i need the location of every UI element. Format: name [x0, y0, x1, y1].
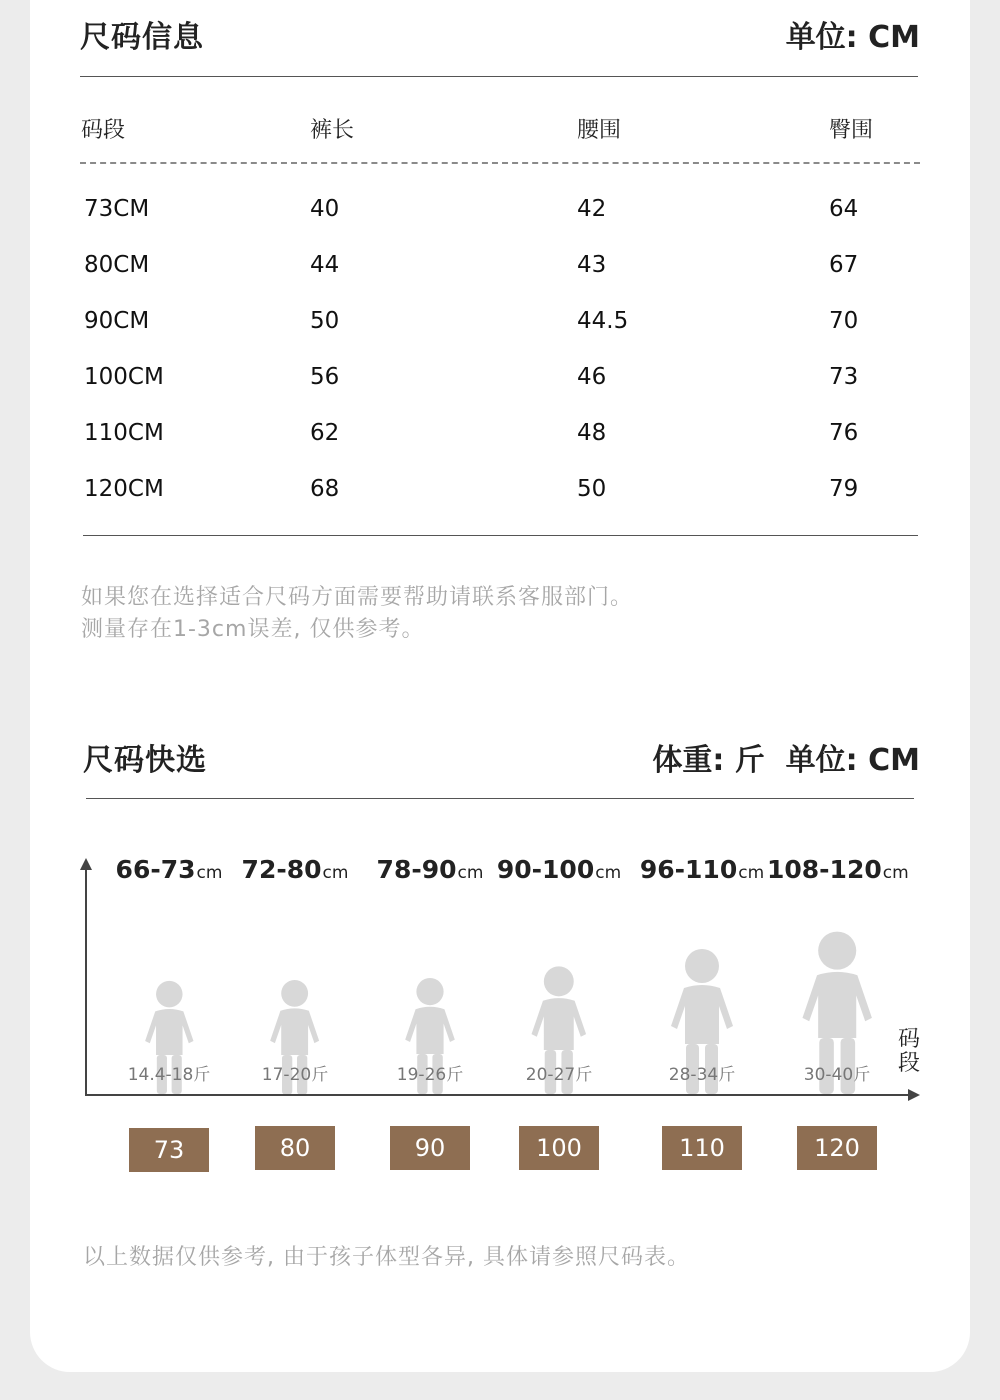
- height-range-label: [99, 855, 239, 884]
- size-option-80[interactable]: 80: [255, 1126, 335, 1170]
- cell-size: 110CM: [84, 420, 164, 446]
- cell-size: 90CM: [84, 308, 150, 334]
- weight-label: 14.4-18斤: [127, 1065, 211, 1085]
- height-range-label: [767, 855, 907, 884]
- size-option-120[interactable]: 120: [797, 1126, 877, 1170]
- quick-select-divider: [86, 798, 914, 799]
- height-range-value: 90-100: [496, 855, 595, 884]
- cell-waist: 44.5: [577, 308, 629, 334]
- col-header-hip: 臀围: [829, 118, 874, 143]
- height-range-value: 96-110: [639, 855, 738, 884]
- height-range-label: [360, 855, 500, 884]
- cell-hip: 70: [829, 308, 859, 334]
- col-header-waist: 腰围: [577, 118, 622, 143]
- height-range-label: [489, 855, 629, 884]
- x-axis-arrow: [908, 1089, 920, 1101]
- help-note: 如果您在选择适合尺码方面需要帮助请联系客服部门。: [81, 585, 634, 610]
- header-divider: [80, 76, 918, 77]
- table-bottom-divider: [83, 535, 918, 536]
- weight-label: 28-34斤: [668, 1065, 736, 1085]
- height-range-unit: cm: [595, 863, 622, 883]
- y-axis: [85, 868, 87, 1096]
- cell-waist: 43: [577, 252, 607, 278]
- cell-pants-length: 56: [310, 364, 340, 390]
- height-range-label: [225, 855, 365, 884]
- error-note: 测量存在1-3cm误差, 仅供参考。: [81, 617, 425, 642]
- col-header-pants-length: 裤长: [310, 118, 355, 143]
- height-range-unit: cm: [738, 863, 765, 883]
- cell-waist: 42: [577, 196, 607, 222]
- height-range-value: 72-80: [241, 855, 322, 884]
- weight-label: 19-26斤: [396, 1065, 464, 1085]
- cell-pants-length: 44: [310, 252, 340, 278]
- height-range-unit: cm: [196, 863, 223, 883]
- cell-waist: 50: [577, 476, 607, 502]
- height-range-value: 66-73: [115, 855, 196, 884]
- size-option-100[interactable]: 100: [519, 1126, 599, 1170]
- cell-pants-length: 62: [310, 420, 340, 446]
- size-option-90[interactable]: 90: [390, 1126, 470, 1170]
- x-axis-label: 码段: [897, 1027, 920, 1076]
- height-range-unit: cm: [882, 863, 909, 883]
- cell-pants-length: 68: [310, 476, 340, 502]
- cell-size: 80CM: [84, 252, 150, 278]
- height-range-label: [632, 855, 772, 884]
- height-range-value: 108-120: [767, 855, 882, 884]
- cell-pants-length: 50: [310, 308, 340, 334]
- height-range-unit: cm: [322, 863, 349, 883]
- cell-pants-length: 40: [310, 196, 340, 222]
- cell-size: 120CM: [84, 476, 164, 502]
- height-range-value: 78-90: [376, 855, 457, 884]
- col-header-size: 码段: [81, 118, 126, 143]
- cell-hip: 73: [829, 364, 859, 390]
- cell-size: 73CM: [84, 196, 150, 222]
- size-option-110[interactable]: 110: [662, 1126, 742, 1170]
- cell-hip: 64: [829, 196, 859, 222]
- size-info-unit: 单位: CM: [785, 20, 920, 55]
- quick-select-unit: 体重: 斤 单位: CM: [652, 743, 920, 778]
- y-axis-arrow: [80, 858, 92, 870]
- height-range-unit: cm: [457, 863, 484, 883]
- cell-waist: 46: [577, 364, 607, 390]
- footnote: 以上数据仅供参考, 由于孩子体型各异, 具体请参照尺码表。: [83, 1245, 690, 1270]
- header-dashed-divider: [80, 162, 920, 164]
- quick-select-title: 尺码快选: [83, 743, 207, 778]
- weight-label: 30-40斤: [803, 1065, 871, 1085]
- weight-label: 17-20斤: [261, 1065, 329, 1085]
- size-info-title: 尺码信息: [80, 20, 204, 55]
- cell-hip: 79: [829, 476, 859, 502]
- size-option-73[interactable]: 73: [129, 1128, 209, 1172]
- cell-hip: 76: [829, 420, 859, 446]
- cell-waist: 48: [577, 420, 607, 446]
- weight-label: 20-27斤: [525, 1065, 593, 1085]
- cell-hip: 67: [829, 252, 859, 278]
- cell-size: 100CM: [84, 364, 164, 390]
- x-axis: [85, 1094, 913, 1096]
